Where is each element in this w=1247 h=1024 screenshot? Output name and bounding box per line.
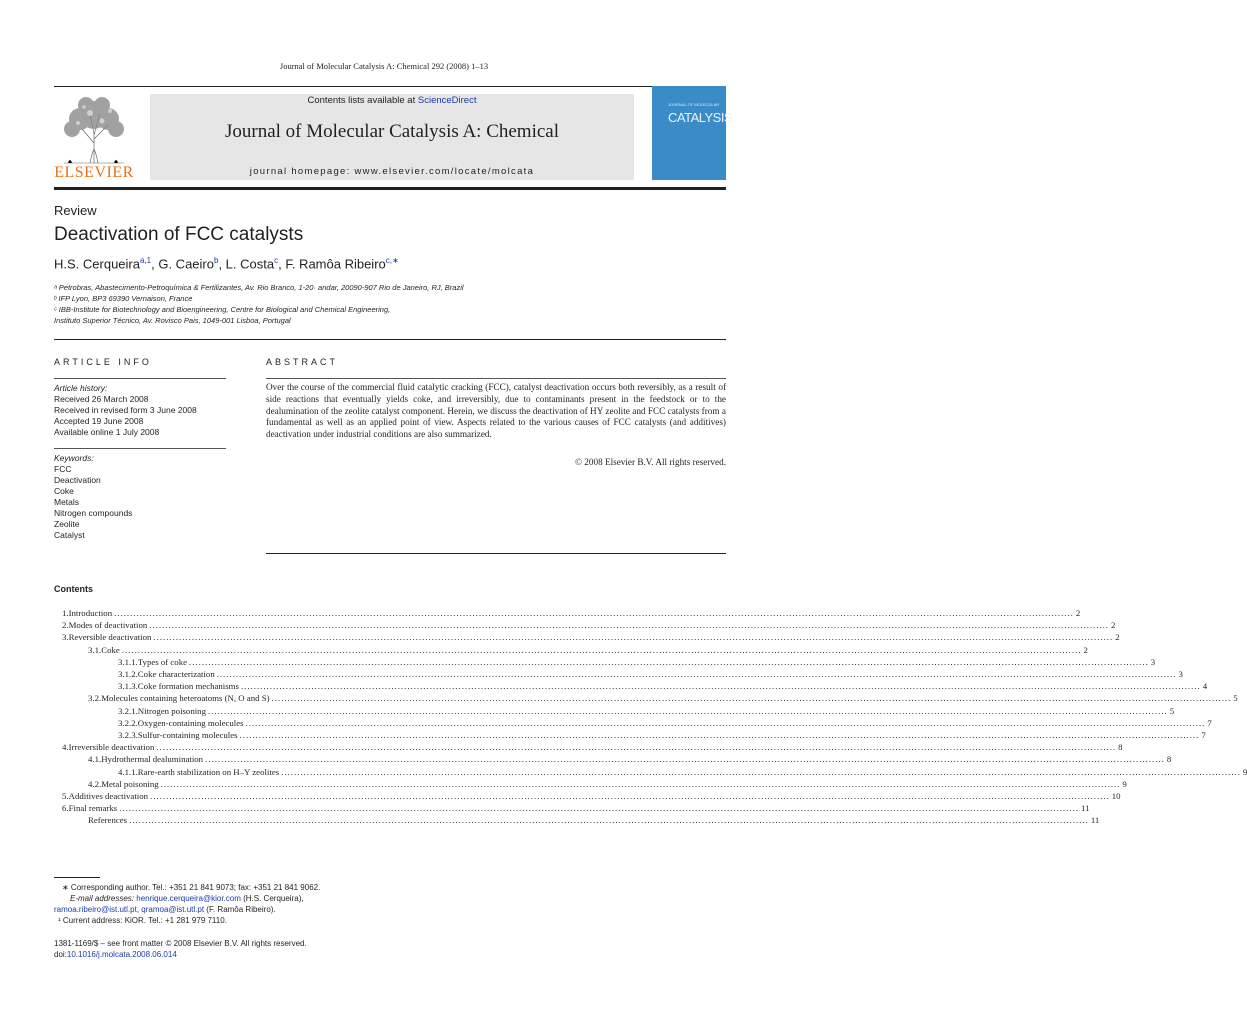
toc-entry-page: 11 <box>1081 803 1090 814</box>
journal-cover-image <box>652 86 733 180</box>
toc-leader-dots: ............................................................................................................................................................................................................................................................................................................ <box>240 681 1201 692</box>
email-line <box>70 894 304 905</box>
doi-link[interactable]: 10.1016/j.molcata.2008.06.014 <box>66 950 177 959</box>
toc-entry-title: Reversible deactivation <box>68 632 152 643</box>
doi-line <box>54 950 177 961</box>
toc-entry-page: 8 <box>1166 754 1172 765</box>
toc-entry-title: Final remarks <box>68 803 118 814</box>
toc-entry-page: 11 <box>1090 815 1100 826</box>
toc-entry-title: Introduction <box>68 608 113 618</box>
history-item: Accepted 19 June 2008 <box>54 416 144 426</box>
toc-entry-page: 3 <box>1150 656 1156 667</box>
affiliation: ᵃ Petrobras, Abastecimento-Petroquímica & Fertilizantes, Av. Rio Branco, 1-20· andar, 20090-907 Rio de Janeiro, RJ, Brazil <box>54 283 464 292</box>
homepage-prefix: journal homepage: <box>249 166 355 177</box>
toc-leader-dots: ............................................................................................................................................................................................................................................................................................................ <box>216 669 1177 679</box>
toc-entry[interactable] <box>118 766 1247 779</box>
history-item: Received in revised form 3 June 2008 <box>54 405 197 415</box>
toc-entry-page: 2 <box>1111 620 1116 631</box>
keyword: Zeolite <box>54 519 80 529</box>
contents-available-prefix: Contents lists available at <box>307 95 418 106</box>
cover-small-text: JOURNAL OF MOLECULAR <box>668 102 720 107</box>
header-divider <box>54 339 726 340</box>
toc-entry-page: 7 <box>1201 730 1206 740</box>
toc-entry-number: 4.2. <box>88 778 102 789</box>
author-separator: , <box>278 256 286 272</box>
toc-entry[interactable] <box>88 644 1088 657</box>
toc-entry-page: 8 <box>1118 742 1123 753</box>
toc-entry-number: 3.1.2. <box>118 669 138 679</box>
abstract-text: Over the course of the commercial fluid catalytic cracking (FCC), catalyst deactivation occurs both reversibly, as a result of side reactions that eventually yields coke, and irreversibly, due to contaminants present in the feedstock or to the dealumination of the zeolite catalyst component. Herein, we discuss the deactivation of HY zeolite and FCC catalysts from a fundamental as well as an applied point of view. Aspects related to the various causes of FCC catalysts (and additives) deactivation under industrial conditions are also summarized. <box>266 382 726 440</box>
toc-entry-title: Nitrogen poisoning <box>137 705 206 716</box>
toc-entry-page: 2 <box>1115 632 1120 643</box>
article-info-heading: ARTICLE INFO <box>54 357 152 367</box>
toc-leader-dots: ............................................................................................................................................................................................................................................................................................................ <box>156 742 1117 753</box>
keywords-rule <box>54 448 226 449</box>
keyword: Catalyst <box>54 530 85 540</box>
toc-leader-dots: ............................................................................................................................................................................................................................................................................................................ <box>119 803 1079 814</box>
keyword: Deactivation <box>54 475 101 485</box>
toc-entry-title: Sulfur-containing molecules <box>137 730 238 740</box>
masthead-bottom-rule <box>54 187 726 190</box>
toc-leader-dots: ............................................................................................................................................................................................................................................................................................................ <box>207 705 1168 716</box>
toc-entry-number: 6. <box>62 803 69 814</box>
toc-leader-dots: ............................................................................................................................................................................................................................................................................................................ <box>149 620 1110 631</box>
toc-entry-number: 4. <box>62 742 69 753</box>
abstract-bottom-rule <box>266 553 726 554</box>
article-info-rule <box>54 378 226 379</box>
toc-leader-dots: ............................................................................................................................................................................................................................................................................................................ <box>114 608 1074 618</box>
keywords-label: Keywords: <box>54 453 94 463</box>
toc-entry-number: 1. <box>62 608 69 618</box>
toc-leader-dots: ............................................................................................................................................................................................................................................................................................................ <box>121 644 1082 655</box>
toc-entry[interactable] <box>88 754 1172 766</box>
keyword: Coke <box>54 486 74 496</box>
author-name: G. Caeiro <box>158 256 214 272</box>
cover-title: CATALYSIS <box>668 110 733 125</box>
toc-entry-title: Hydrothermal dealumination <box>101 754 204 765</box>
toc-entry-title: Types of coke <box>137 656 188 667</box>
toc-entry-number: 3.2.3. <box>118 730 138 740</box>
toc-entry-title: Oxygen-containing molecules <box>137 717 244 728</box>
email-link-cerqueira[interactable]: henrique.cerqueira@kior.com <box>136 894 241 903</box>
toc-entry-number: 2. <box>62 620 69 631</box>
journal-title: Journal of Molecular Catalysis A: Chemical <box>224 121 559 142</box>
toc-entry-page: 2 <box>1075 608 1081 618</box>
toc-entry-page: 10 <box>1111 791 1121 801</box>
toc-entry[interactable] <box>88 815 1100 827</box>
running-head: Journal of Molecular Catalysis A: Chemical 292 (2008) 1–13 <box>279 61 489 71</box>
toc-entry-title: Irreversible deactivation <box>68 742 155 753</box>
toc-leader-dots: ............................................................................................................................................................................................................................................................................................................ <box>189 656 1149 667</box>
contents-available-line <box>150 95 634 106</box>
abstract-heading: ABSTRACT <box>266 357 339 367</box>
keyword: FCC <box>54 464 72 474</box>
corresponding-author-note: ∗ Corresponding author. Tel.: +351 21 841 9073; fax: +351 21 841 9062. <box>62 883 321 892</box>
toc-entry-title: Metal poisoning <box>101 778 159 789</box>
email-link-ribeiro[interactable]: ramoa.ribeiro@ist.utl.pt, qramoa@ist.utl.pt <box>54 905 205 914</box>
toc-entry[interactable] <box>118 705 1175 718</box>
author-affiliation-marker[interactable]: c <box>274 256 279 265</box>
toc-entry[interactable] <box>62 791 1121 803</box>
toc-entry[interactable] <box>118 730 1206 742</box>
masthead-top-rule <box>54 86 726 87</box>
toc-entry-page: 5 <box>1169 705 1175 716</box>
toc-entry-page: 2 <box>1083 644 1088 655</box>
author-separator: , <box>151 256 159 272</box>
current-address-note: ¹ Current address: KiOR. Tel.: +1 281 979 7110. <box>58 916 227 925</box>
toc-entry-title: Molecules containing heteroatoms (N, O and S) <box>101 693 270 704</box>
toc-leader-dots: ............................................................................................................................................................................................................................................................................................................ <box>150 791 1110 801</box>
toc-entry[interactable] <box>62 632 1120 644</box>
author-affiliation-marker[interactable]: b <box>213 256 219 265</box>
affiliation: ᵇ IFP Lyon, BP3 69390 Vernaison, France <box>54 294 193 303</box>
keyword: Metals <box>54 497 80 507</box>
email-owner: (F. Ramôa Ribeiro). <box>204 905 276 914</box>
toc-entry[interactable] <box>118 681 1208 693</box>
toc-entry-page: 7 <box>1207 717 1212 728</box>
toc-entry[interactable] <box>118 669 1183 681</box>
author-name: L. Costa <box>225 256 275 272</box>
toc-leader-dots: ............................................................................................................................................................................................................................................................................................................ <box>245 717 1206 728</box>
toc-entry-number: 4.1. <box>88 754 102 765</box>
front-matter-line: 1381-1169/$ – see front matter © 2008 Elsevier B.V. All rights reserved. <box>54 939 307 948</box>
sciencedirect-link[interactable]: ScienceDirect <box>417 95 477 106</box>
toc-leader-dots: ............................................................................................................................................................................................................................................................................................................ <box>271 693 1232 704</box>
article-type: Review <box>54 203 97 218</box>
doi-label: doi: <box>54 950 67 959</box>
toc-entry[interactable] <box>62 620 1116 632</box>
toc-entry[interactable] <box>62 608 1081 620</box>
toc-entry-number: 3.1.3. <box>118 681 138 692</box>
toc-entry-number: 5. <box>62 791 69 801</box>
elsevier-wordmark: ELSEVIER <box>54 164 134 181</box>
toc-entry[interactable] <box>118 717 1212 730</box>
toc-entry[interactable] <box>118 656 1156 669</box>
author-separator: , <box>218 256 226 272</box>
affiliation: ᶜ IBB-Institute for Biotechnology and Bioengineering, Centre for Biological and Chemical Engineering, <box>54 305 391 314</box>
history-label: Article history: <box>54 383 108 393</box>
toc-entry[interactable] <box>88 778 1127 791</box>
toc-leader-dots: ............................................................................................................................................................................................................................................................................................................ <box>281 766 1241 777</box>
abstract-rule <box>266 378 726 379</box>
history-item: Available online 1 July 2008 <box>54 427 160 437</box>
history-item: Received 26 March 2008 <box>54 394 149 404</box>
toc-entry-number: 3.2. <box>88 693 102 704</box>
journal-homepage-link[interactable]: www.elsevier.com/locate/molcata <box>354 166 535 177</box>
keyword: Nitrogen compounds <box>54 508 133 518</box>
toc-leader-dots: ............................................................................................................................................................................................................................................................................................................ <box>160 778 1121 789</box>
toc-entry-number: 3.1. <box>88 644 102 655</box>
toc-leader-dots: ............................................................................................................................................................................................................................................................................................................ <box>239 730 1200 740</box>
article-title: Deactivation of FCC catalysts <box>54 224 304 245</box>
toc-entry-page: 3 <box>1178 669 1183 679</box>
toc-entry[interactable] <box>62 742 1123 754</box>
toc-entry-page: 9 <box>1122 778 1127 789</box>
journal-homepage-line <box>150 166 634 177</box>
toc-entry-page: 5 <box>1233 693 1238 704</box>
email-label: E-mail addresses: <box>70 894 135 903</box>
affiliation: Instituto Superior Técnico, Av. Rovisco Pais, 1049-001 Lisboa, Portugal <box>54 316 291 325</box>
toc-entry-number: 3.1.1. <box>118 656 138 667</box>
toc-entry-number: 3. <box>62 632 69 643</box>
contents-heading: Contents <box>54 584 93 594</box>
abstract-copyright: © 2008 Elsevier B.V. All rights reserved. <box>575 457 726 467</box>
toc-entry-number: 3.2.1. <box>118 705 138 716</box>
email-owner: (H.S. Cerqueira), <box>240 894 304 903</box>
toc-entry-number: 3.2.2. <box>118 717 138 728</box>
author-name: H.S. Cerqueira <box>54 256 140 272</box>
toc-entry[interactable] <box>62 803 1090 815</box>
toc-entry-title: Coke characterization <box>137 669 215 679</box>
toc-leader-dots: ............................................................................................................................................................................................................................................................................................................ <box>129 815 1089 826</box>
toc-entry-title: Coke formation mechanisms <box>137 681 239 692</box>
toc-entry-number: 4.1.1. <box>118 766 138 777</box>
footnote-rule <box>54 877 100 878</box>
toc-entry[interactable] <box>88 693 1238 705</box>
toc-entry-page: 4 <box>1202 681 1208 692</box>
email-line-2 <box>54 905 276 916</box>
toc-entry-title: Modes of deactivation <box>68 620 148 631</box>
toc-entry-title: References <box>88 815 128 826</box>
toc-entry-page: 9 <box>1242 766 1247 777</box>
author-affiliation-marker[interactable]: a,1 <box>139 256 152 265</box>
toc-entry-title: Rare-earth stabilization on H–Y zeolites <box>137 766 280 777</box>
toc-leader-dots: ............................................................................................................................................................................................................................................................................................................ <box>153 632 1114 643</box>
toc-entry-title: Additives deactivation <box>68 791 149 801</box>
toc-leader-dots: ............................................................................................................................................................................................................................................................................................................ <box>205 754 1165 765</box>
author-affiliation-marker[interactable]: c,∗ <box>385 256 399 265</box>
author-name: F. Ramôa Ribeiro <box>285 256 386 272</box>
author-list <box>54 256 399 271</box>
toc-entry-title: Coke <box>101 644 120 655</box>
